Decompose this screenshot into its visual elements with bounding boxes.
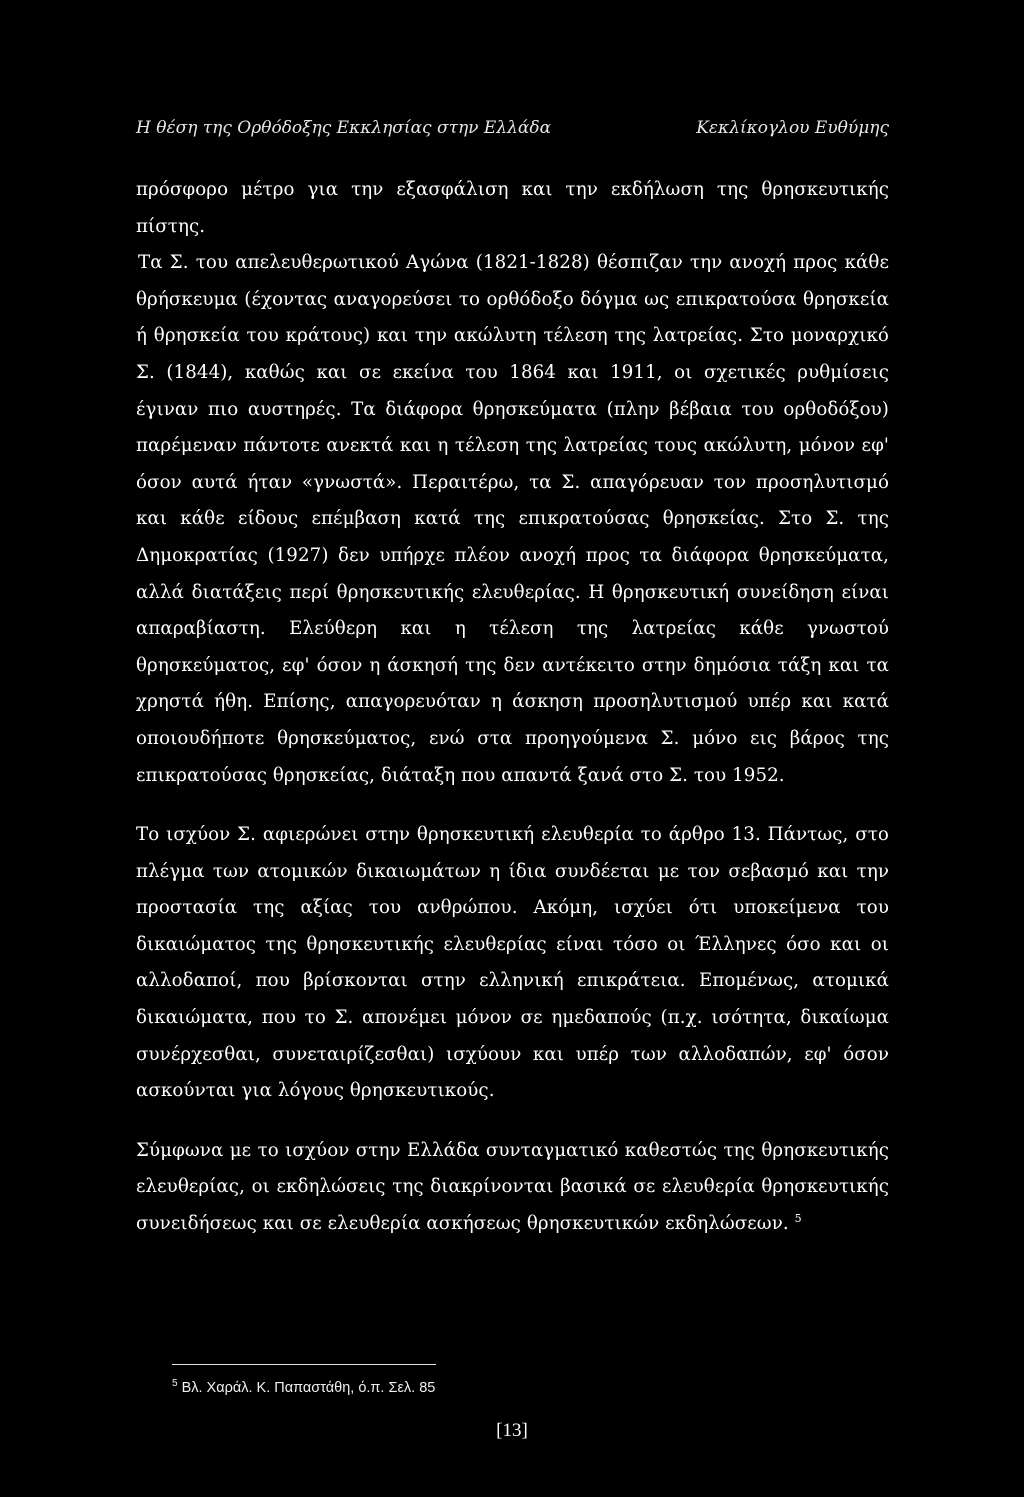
paragraph-4 xyxy=(136,1133,889,1243)
footnote-text: Βλ. Χαράλ. Κ. Παπαστάθη, ό.π. Σελ. 85 xyxy=(181,1379,436,1396)
running-header xyxy=(136,118,889,146)
page-number: [13] xyxy=(496,1420,528,1441)
paragraph-1: πρόσφορο μέτρο για την εξασφάλιση και την εκδήλωση της θρησκευτικής πίστης. xyxy=(136,179,889,237)
header-title: Η θέση της Ορθόδοξης Εκκλησίας στην Ελλάδα xyxy=(136,118,552,138)
footnote-divider xyxy=(172,1364,436,1365)
header-author: Κεκλίκογλου Ευθύμης xyxy=(696,118,889,138)
footnote-reference: 5 xyxy=(794,1211,802,1225)
main-text xyxy=(136,172,889,1243)
footnote xyxy=(172,1378,435,1396)
paragraph-4-text: Σύμφωνα με το ισχύον στην Ελλάδα συνταγματικό καθεστώς της θρησκευτικής ελευθερίας, οι εκδηλώσεις της διακρίνονται βασικά σε ελευθερία θρησκευτικής συνειδήσεως και σε ελευθερία ασκήσεως θρησκευτικών εκδηλώσεων. xyxy=(136,1139,889,1235)
footnote-number: 5 xyxy=(172,1378,178,1389)
paragraph-3: Το ισχύον Σ. αφιερώνει στην θρησκευτική ελευθερία το άρθρο 13. Πάντως, στο πλέγμα των ατομικών δικαιωμάτων η ίδια συνδέεται με τον σεβασμό και την προστασία της αξίας του ανθρώπου. Ακόμη, ισχύει ότι υποκείμενα του δικαιώματος της θρησκευτικής ελευθερίας είναι τόσο οι Έλληνες όσο και οι αλλοδαποί, που βρίσκονται στην ελληνική επικράτεια. Επομένως, ατομικά δικαιώματα, που το Σ. απονέμει μόνον σε ημεδαπούς (π.χ. ισότητα, δικαίωμα συνέρχεσθαι, συνεταιρίζεσθαι) ισχύουν και υπέρ των αλλοδαπών, εφ' όσον ασκούνται για λόγους θρησκευτικούς. xyxy=(136,824,889,1102)
paragraph-2: Τα Σ. του απελευθερωτικού Αγώνα (1821-1828) θέσπιζαν την ανοχή προς κάθε θρήσκευμα (έχοντας αναγορεύσει το ορθόδοξο δόγμα ως επικρατούσα θρησκεία ή θρησκεία του κράτους) και την ακώλυτη τέλεση της λατρείας. Στο μοναρχικό Σ. (1844), καθώς και σε εκείνα του 1864 και 1911, οι σχετικές ρυθμίσεις έγιναν πιο αυστηρές. Τα διάφορα θρησκεύματα (πλην βέβαια του ορθοδόξου) παρέμεναν πάντοτε ανεκτά και η τέλεση της λατρείας τους ακώλυτη, μόνον εφ' όσον αυτά ήταν «γνωστά». Περαιτέρω, τα Σ. απαγόρευαν τον προσηλυτισμό και κάθε είδους επέμβαση κατά της επικρατούσας θρησκείας. Στο Σ. της Δημοκρατίας (1927) δεν υπήρχε πλέον ανοχή προς τα διάφορα θρησκεύματα, αλλά διατάξεις περί θρησκευτικής ελευθερίας. Η θρησκευτική συνείδηση είναι απαραβίαστη. Ελεύθερη και η τέλεση της λατρείας κάθε γνωστού θρησκεύματος, εφ' όσον η άσκησή της δεν αντέκειτο στην δημόσια τάξη και τα χρηστά ήθη. Επίσης, απαγορευόταν η άσκηση προσηλυτισμού υπέρ και κατά οποιουδήποτε θρησκεύματος, ενώ στα προηγούμενα Σ. μόνο εις βάρος της επικρατούσας θρησκείας, διάταξη που απαντά ξανά στο Σ. του 1952. xyxy=(136,252,889,786)
